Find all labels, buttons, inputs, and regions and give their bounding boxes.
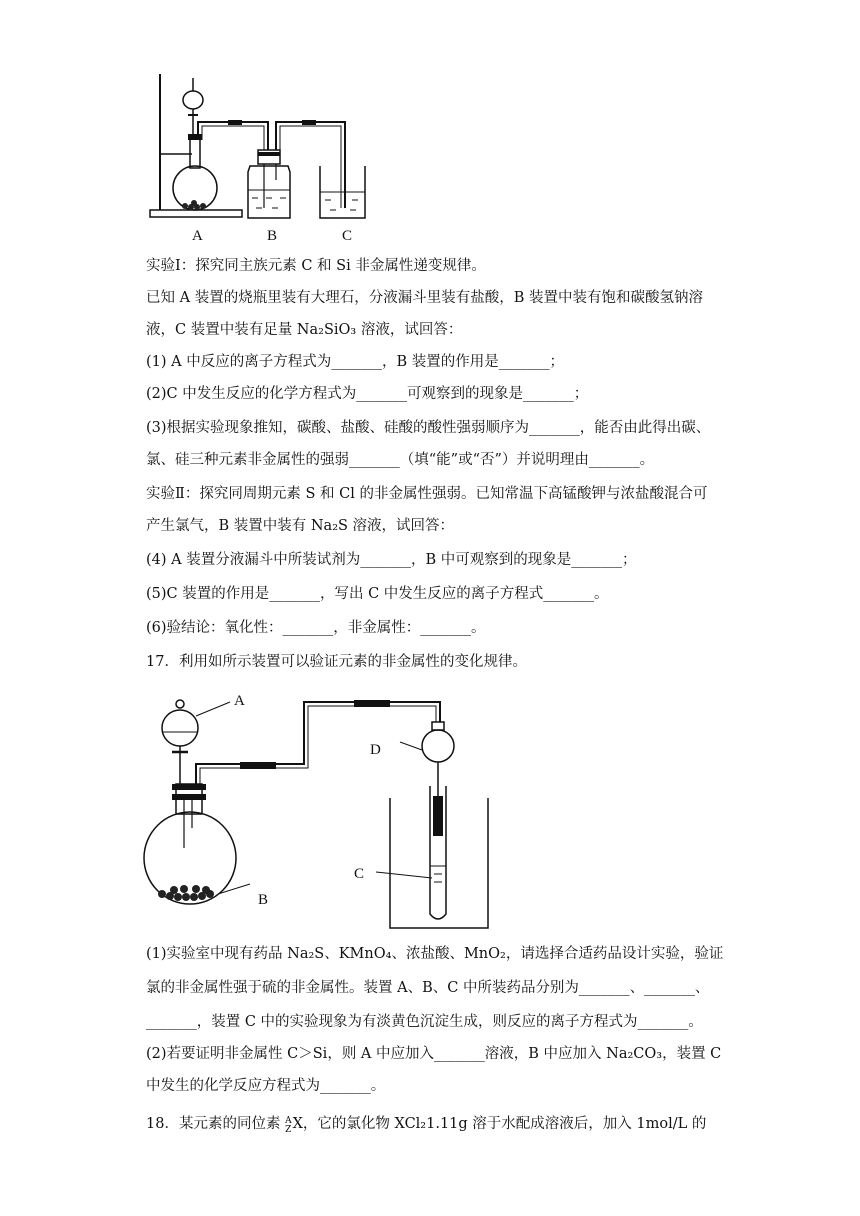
problem-18-prefix: 18．某元素的同位素 <box>146 1116 286 1132</box>
figure1-label-b: B <box>267 228 278 244</box>
figure2-label-b: B <box>258 892 269 908</box>
question-3-cont: 氯、硅三种元素非金属性的强弱_______（填“能”或“否”）并说明理由_______。 <box>146 452 655 468</box>
text-line-3: 液，C 装置中装有足量 Na₂SiO₃ 溶液，试回答： <box>146 322 463 338</box>
apparatus-figure-1 <box>140 68 370 246</box>
figure2-label-d: D <box>370 742 381 758</box>
question-4: (4) A 装置分液漏斗中所装试剂为_______，B 中可观察到的现象是_______； <box>146 552 637 568</box>
question-2: (2)C 中发生反应的化学方程式为_______可观察到的现象是_______； <box>146 386 589 402</box>
problem-17: 17．利用如所示装置可以验证元素的非金属性的变化规律。 <box>146 654 527 670</box>
problem-17-part-1-cont: 氯的非金属性强于硫的非金属性。装置 A、B、C 中所装药品分别为_______、_______、 <box>146 980 710 996</box>
problem-18 <box>146 1114 706 1135</box>
isotope-mass-number: A <box>285 1116 292 1126</box>
figure2-label-c: C <box>354 866 365 882</box>
question-6: (6)验结论：氧化性：_______，非金属性：_______。 <box>146 620 486 636</box>
figure1-label-a: A <box>192 228 203 244</box>
problem-18-suffix: ，它的氯化物 XCl₂1.11g 溶于水配成溶液后，加入 1mol/L 的 <box>302 1116 707 1132</box>
apparatus-figure-2 <box>140 688 510 930</box>
figure2-label-a: A <box>234 693 245 709</box>
problem-17-part-1-cont2: _______，装置 C 中的实验现象为有淡黄色沉淀生成，则反应的离子方程式为_______。 <box>146 1014 703 1030</box>
problem-17-part-2-cont: 中发生的化学反应方程式为_______。 <box>146 1078 386 1094</box>
isotope-atomic-number: Z <box>285 1125 292 1135</box>
text-line-exp2-cont: 产生氯气，B 装置中装有 Na₂S 溶液，试回答： <box>146 518 455 534</box>
problem-17-part-2: (2)若要证明非金属性 C＞Si，则 A 中应加入_______溶液，B 中应加入 Na₂CO₃，装置 C <box>146 1046 722 1062</box>
text-line-1: 实验Ⅰ：探究同主族元素 C 和 Si 非金属性递变规律。 <box>146 258 486 274</box>
isotope-symbol: X <box>292 1116 303 1132</box>
question-5: (5)C 装置的作用是_______，写出 C 中发生反应的离子方程式_______。 <box>146 586 609 602</box>
question-3: (3)根据实验现象推知，碳酸、盐酸、硅酸的酸性强弱顺序为_______，能否由此得出碳、 <box>146 420 711 436</box>
text-line-exp2: 实验Ⅱ：探究同周期元素 S 和 Cl 的非金属性强弱。已知常温下高锰酸钾与浓盐酸混合可 <box>146 486 708 502</box>
question-1: (1) A 中反应的离子方程式为_______，B 装置的作用是_______； <box>146 354 564 370</box>
isotope-notation <box>285 1117 292 1135</box>
problem-17-part-1: (1)实验室中现有药品 Na₂S、KMnO₄、浓盐酸、MnO₂，请选择合适药品设计实验，验证 <box>146 946 724 962</box>
figure1-label-c: C <box>342 228 353 244</box>
text-line-2: 已知 A 装置的烧瓶里装有大理石，分液漏斗里装有盐酸，B 装置中装有饱和碳酸氢钠溶 <box>146 290 703 306</box>
